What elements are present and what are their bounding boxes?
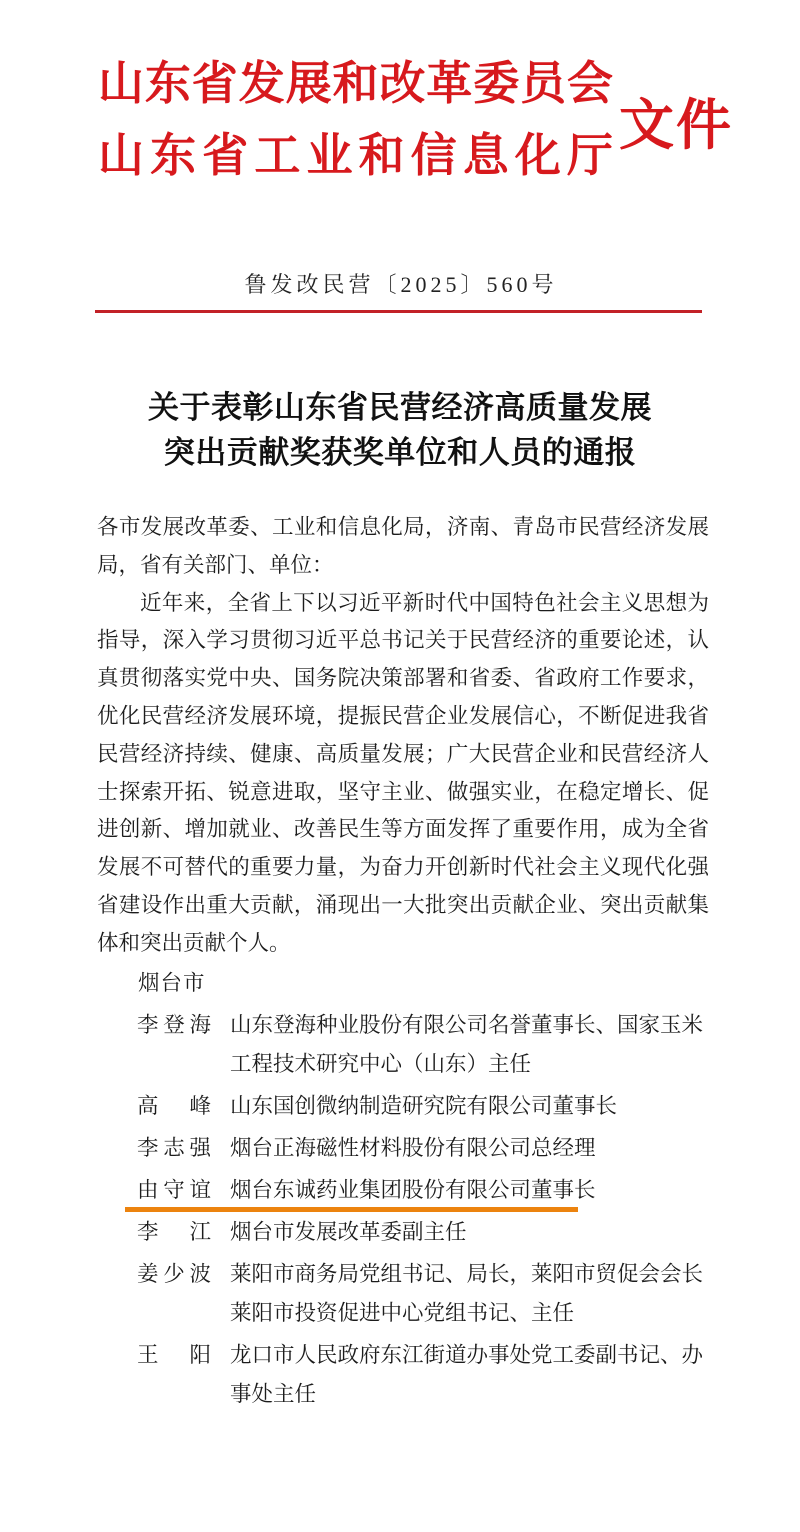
- recipient-row: [97, 1213, 737, 1252]
- recipient-name: 李志强: [137, 1135, 211, 1160]
- recipient-name: 由守谊: [137, 1177, 211, 1202]
- notice-title-line2: 突出贡献奖获奖单位和人员的通报: [163, 435, 637, 470]
- recipient-row: [97, 1255, 737, 1333]
- agency-names: [98, 48, 613, 192]
- recipient-row: [97, 1129, 737, 1168]
- city-heading: 烟台市: [138, 970, 206, 995]
- recipient-title: 龙口市人民政府东江街道办事处党工委副书记、办事处主任: [230, 1342, 704, 1406]
- recipient-title: 烟台市发展改革委副主任: [230, 1219, 467, 1244]
- recipient-name: 李 江: [137, 1219, 211, 1244]
- recipient-title: 山东登海种业股份有限公司名誉董事长、国家玉米工程技术研究中心（山东）主任: [230, 1012, 704, 1076]
- doc-number: 鲁发改民营〔2025〕560号: [244, 272, 558, 297]
- agency-name-line2: 山东省工业和信息化厅: [98, 130, 613, 181]
- highlight-underline: [125, 1207, 578, 1212]
- letterhead: [98, 48, 800, 192]
- recipient-title: 莱阳市商务局党组书记、局长，莱阳市贸促会会长莱阳市投资促进中心党组书记、主任: [230, 1261, 704, 1325]
- recipient-row: [97, 1336, 737, 1414]
- recipient-title: 烟台正海磁性材料股份有限公司总经理: [230, 1135, 596, 1160]
- recipient-title: 烟台东诚药业集团股份有限公司董事长: [230, 1177, 596, 1202]
- recipient-name: 高 峰: [137, 1093, 211, 1118]
- recipient-name: 王 阳: [137, 1342, 211, 1367]
- notice-title-line1: 关于表彰山东省民营经济高质量发展: [148, 390, 652, 425]
- recipient-row-highlighted: [97, 1171, 737, 1210]
- recipient-row: [97, 1087, 737, 1126]
- document-body: [97, 509, 709, 963]
- recipient-name: 姜少波: [137, 1261, 211, 1286]
- agency-name-line1: 山东省发展和改革委员会: [98, 58, 613, 109]
- award-list: [97, 964, 737, 1414]
- recipient-name: 李登海: [137, 1012, 211, 1037]
- body-paragraph: 近年来，全省上下以习近平新时代中国特色社会主义思想为指导，深入学习贯彻习近平总书记关于民营经济的重要论述，认真贯彻落实党中央、国务院决策部署和省委、省政府工作要求，优化民营经济发展环境，提振民营企业发展信心，不断促进我省民营经济持续、健康、高质量发展；广大民营企业和民营经济人士探索开拓、锐意进取，坚守主业、做强实业，在稳定增长、促进创新、增加就业、改善民生等方面发挥了重要作用，成为全省发展不可替代的重要力量，为奋力开创新时代社会主义现代化强省建设作出重大贡献，涌现出一大批突出贡献企业、突出贡献集体和突出贡献个人。: [97, 590, 709, 955]
- notice-title: [94, 385, 706, 475]
- salutation: 各市发展改革委、工业和信息化局，济南、青岛市民营经济发展局，省有关部门、单位：: [97, 515, 709, 577]
- doc-type-label: 文件: [619, 94, 734, 156]
- recipient-title: 山东国创微纳制造研究院有限公司董事长: [230, 1093, 618, 1118]
- red-separator-rule: [95, 310, 702, 313]
- recipient-row: [97, 1006, 737, 1084]
